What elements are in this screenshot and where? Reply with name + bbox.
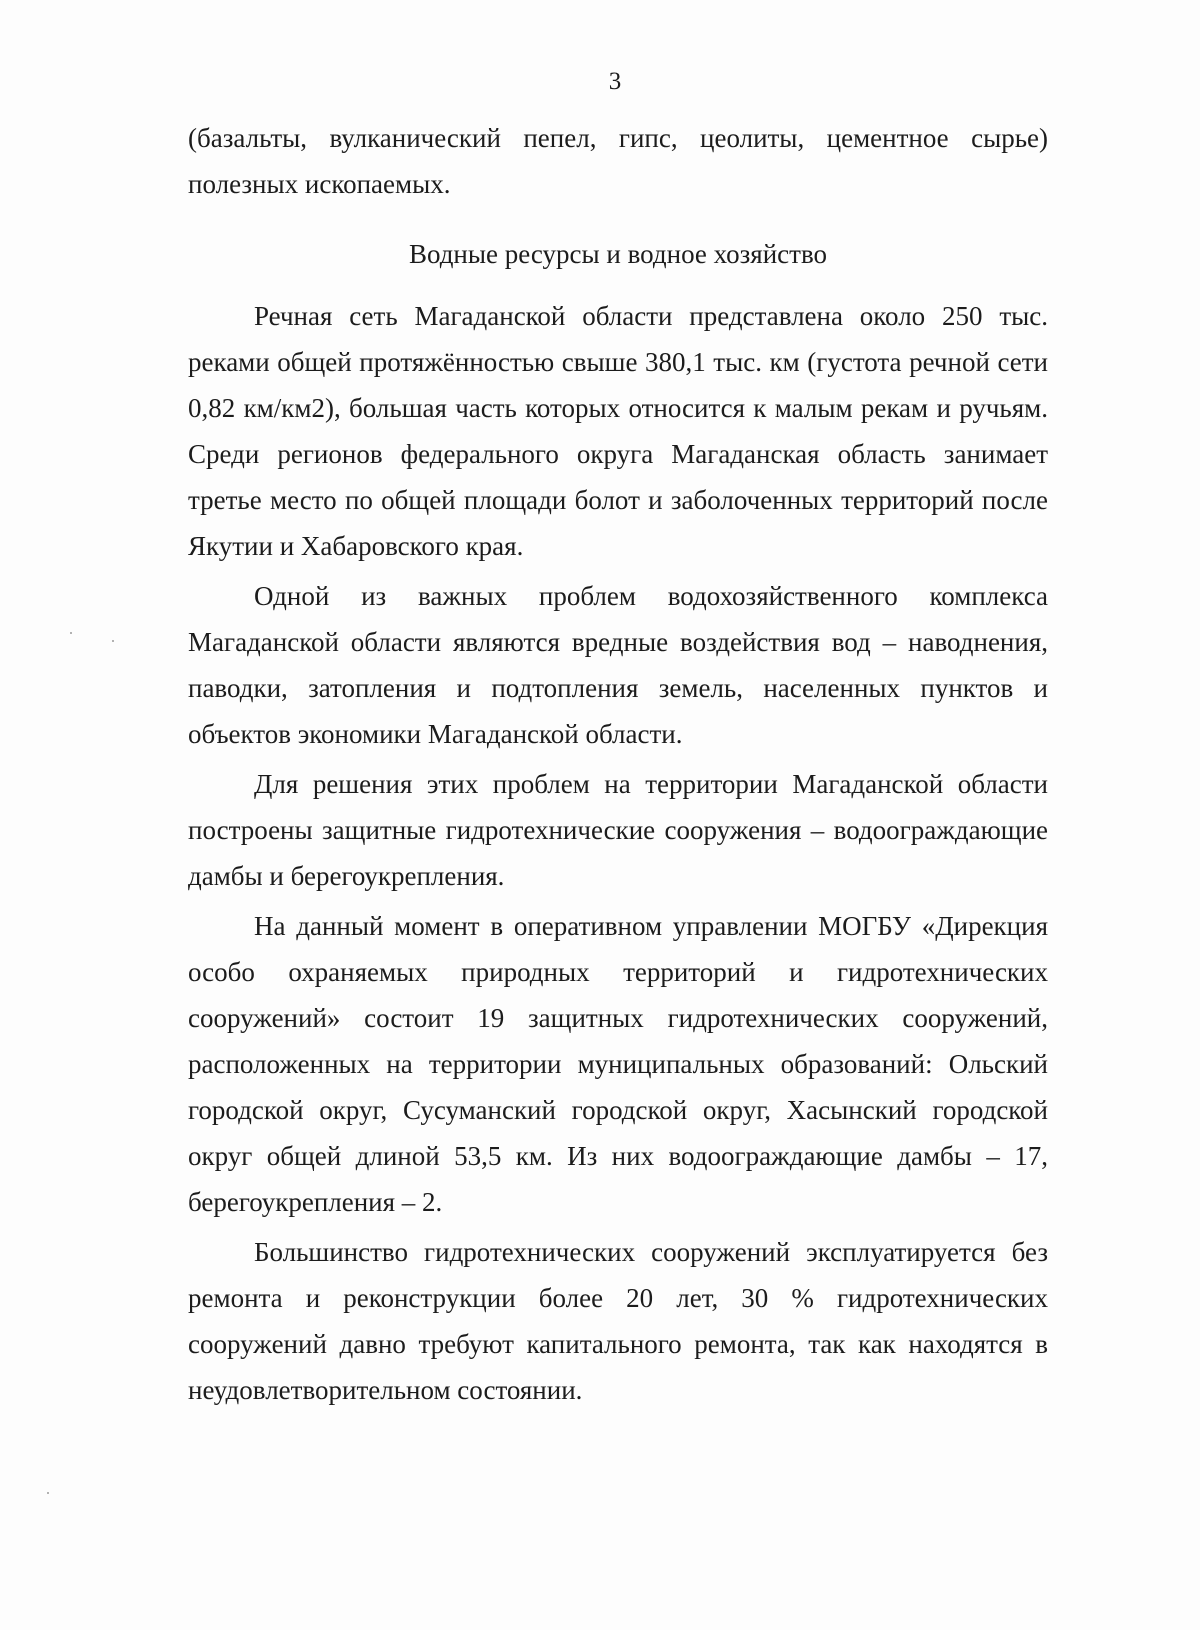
intro-continuation-paragraph: (базальты, вулканический пепел, гипс, цеолиты, цементное сырье) полезных ископаемых. — [188, 123, 1048, 199]
section-heading: Водные ресурсы и водное хозяйство — [408, 239, 828, 269]
paragraph-water-problems: Одной из важных проблем водохозяйственного комплекса Магаданской области являются вредные воздействия вод – наводнения, паводки, затопления и подтопления земель, населенных пунктов и объектов экономики Магаданской области. — [188, 581, 1048, 749]
paragraph-operational-management: На данный момент в оперативном управлении МОГБУ «Дирекция особо охраняемых природных территорий и гидротехнических сооружений» состоит 19 защитных гидротехнических сооружений, расположенных на территории муниципальных образований: Ольский городской округ, Сусуманский городской округ, Хасынский городской округ общей длиной 53,5 км. Из них водоограждающие дамбы – 17, берегоукрепления – 2. — [188, 911, 1048, 1217]
scan-speck — [70, 632, 72, 634]
document-body — [188, 115, 1048, 1413]
paragraph-repair-status: Большинство гидротехнических сооружений эксплуатируется без ремонта и реконструкции более 20 лет, 30 % гидротехнических сооружений давно требуют капитального ремонта, так как находятся в неудовлетворительном состоянии. — [188, 1237, 1048, 1405]
paragraph-river-network: Речная сеть Магаданской области представлена около 250 тыс. реками общей протяжённостью свыше 380,1 тыс. км (густота речной сети 0,82 км/км2), большая часть которых относится к малым рекам и ручьям. Среди регионов федерального округа Магаданская область занимает третье место по общей площади болот и заболоченных территорий после Якутии и Хабаровского края. — [188, 301, 1048, 561]
scan-speck — [47, 1492, 49, 1494]
scan-speck — [112, 640, 114, 642]
paragraph-protective-structures: Для решения этих проблем на территории Магаданской области построены защитные гидротехнические сооружения – водоограждающие дамбы и берегоукрепления. — [188, 769, 1048, 891]
page-number: 3 — [608, 68, 622, 95]
